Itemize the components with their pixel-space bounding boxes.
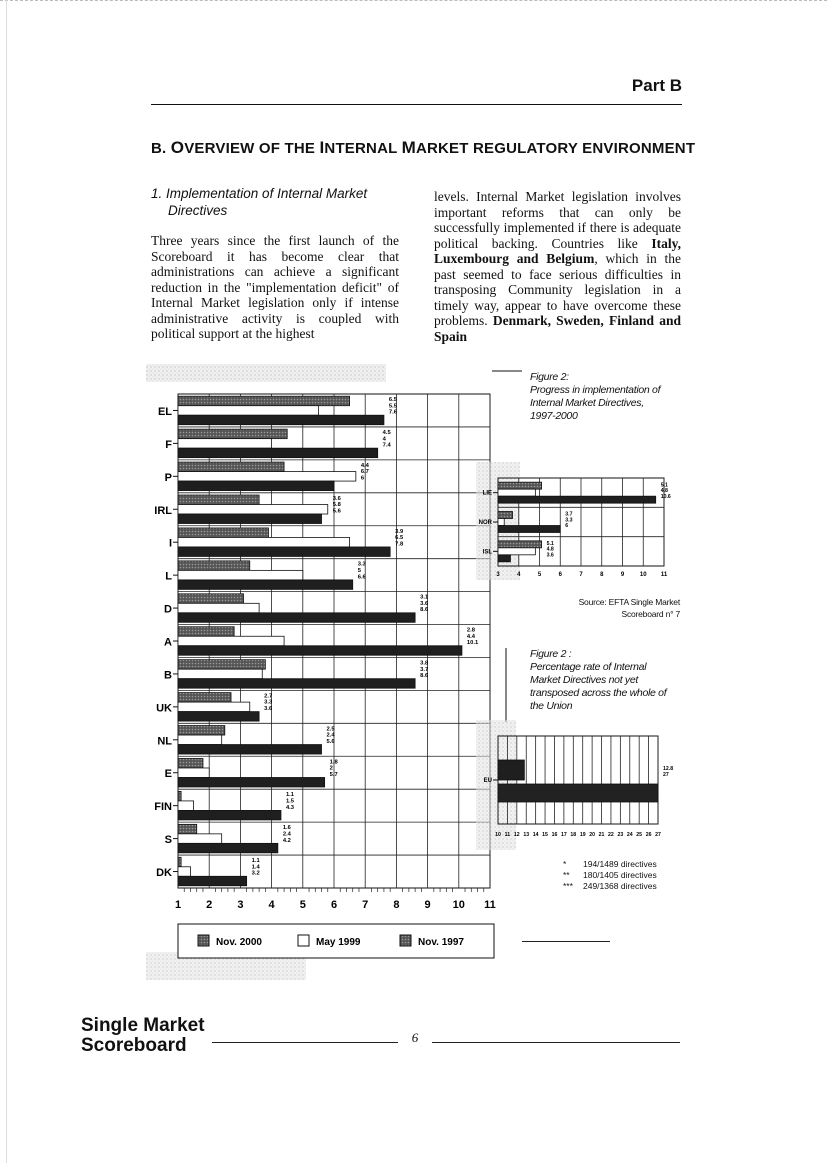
main-value-label: 2 — [329, 765, 333, 772]
main-bar — [178, 580, 353, 590]
main-tick-label: 3 — [237, 899, 244, 911]
main-value-label: 1.8 — [329, 759, 338, 766]
main-chart-bars — [178, 396, 462, 886]
note-text-2: 180/1405 directives — [583, 870, 657, 880]
efta-bar — [498, 526, 560, 533]
main-tick-label: 6 — [330, 899, 338, 911]
main-bar — [178, 613, 415, 623]
caption2-line2: Percentage rate of Internal — [530, 661, 647, 673]
main-category-label: S — [164, 834, 172, 847]
main-value-label: 10.1 — [466, 640, 479, 647]
main-category-label: DK — [156, 867, 172, 880]
main-bar — [178, 646, 462, 656]
note-row-3 — [563, 881, 693, 892]
main-category-label: IRL — [154, 504, 172, 517]
main-value-label: 5 — [357, 567, 361, 574]
main-value-label: 6.5 — [388, 397, 397, 404]
main-bar — [178, 735, 222, 745]
efta-tick-label: 8 — [600, 572, 604, 578]
directive-notes — [563, 859, 693, 892]
main-chart-categories — [154, 406, 178, 879]
main-value-label: 8.6 — [420, 673, 429, 680]
main-value-label: 3.8 — [420, 660, 429, 667]
main-value-label: 1.6 — [282, 825, 291, 832]
caption2-line5: the Union — [530, 700, 573, 712]
efta-value-label: 5.1 — [546, 541, 554, 548]
main-value-label: 6.7 — [360, 469, 369, 476]
efta-bar — [498, 541, 542, 548]
title-cap-3: M — [401, 138, 416, 157]
efta-bar — [498, 519, 504, 526]
main-bar — [178, 660, 265, 670]
legend-swatch-nov1997 — [400, 935, 411, 946]
main-bar — [178, 745, 322, 755]
main-bar — [178, 472, 356, 482]
figure-caption-1 — [530, 371, 690, 423]
main-category-label: E — [164, 768, 172, 781]
legend-box — [178, 924, 494, 958]
main-bar — [178, 627, 234, 637]
efta-tick-label: 11 — [660, 572, 668, 578]
main-value-label: 5.7 — [329, 771, 338, 778]
caption1-line4: 1997-2000 — [530, 410, 578, 422]
footer-line1: Single Market — [81, 1015, 205, 1036]
main-value-label: 1.5 — [285, 798, 295, 805]
main-value-label: 6.5 — [395, 535, 404, 542]
caption2-line1: Figure 2 : — [530, 648, 572, 660]
eu-tick-label: 19 — [579, 832, 586, 838]
efta-value-label: 3.3 — [565, 517, 573, 524]
main-value-label: 4.4 — [466, 633, 475, 640]
efta-bar — [498, 555, 510, 562]
main-category-label: P — [164, 471, 172, 484]
main-value-label: 1.4 — [251, 864, 260, 871]
note-row-2 — [563, 870, 693, 881]
main-value-label: 1.1 — [251, 858, 260, 865]
main-bar — [178, 528, 268, 538]
footer-line2: Scoreboard — [81, 1035, 187, 1056]
figure-source — [540, 596, 680, 620]
eu-bar — [498, 784, 658, 802]
main-bar — [178, 636, 284, 646]
main-value-label: 4.4 — [360, 462, 369, 469]
main-value-label: 2.4 — [326, 732, 335, 739]
title-cap-2: I — [319, 138, 325, 157]
efta-value-label: 5.1 — [660, 482, 668, 489]
page-number: 6 — [411, 1030, 419, 1045]
eu-tick-label: 26 — [645, 832, 652, 838]
efta-chart-bars — [498, 482, 656, 562]
main-category-label: FIN — [154, 801, 172, 814]
efta-category-label: ISL — [482, 549, 492, 556]
eu-tick-label: 13 — [523, 832, 530, 838]
subheading-line2: Directives — [168, 203, 228, 218]
efta-tick-label: 5 — [537, 572, 542, 578]
caption2-line3: Market Directives not yet — [530, 674, 639, 686]
main-value-label: 7.4 — [382, 442, 391, 449]
main-bar — [178, 768, 209, 778]
efta-tick-label: 10 — [639, 572, 647, 578]
main-bar — [178, 834, 222, 844]
header-rule — [151, 104, 682, 105]
main-tick-label: 10 — [452, 899, 465, 911]
main-bar — [178, 415, 384, 425]
main-value-label: 8.6 — [420, 607, 429, 614]
main-bar — [178, 495, 259, 505]
main-bar — [178, 777, 325, 787]
legend-label-nov2000: Nov. 2000 — [216, 937, 262, 948]
col2-text-2: , which in the past seemed to face serious difficulties in transposing Community legislation in a timely way, appear to have overcome these problems. — [434, 251, 681, 328]
col2-bold-2: Denmark, Sweden, Finland and Spain — [434, 313, 681, 344]
efta-chart-value-labels — [547, 482, 671, 558]
main-bar — [178, 712, 259, 722]
legend-label-may1999: May 1999 — [316, 937, 361, 948]
main-value-label: 4.5 — [382, 429, 391, 436]
main-bar — [178, 867, 190, 877]
main-bar — [178, 505, 328, 515]
main-bar — [178, 547, 390, 557]
main-bar — [178, 843, 278, 853]
main-category-label: D — [164, 603, 172, 616]
efta-category-label: LIE — [482, 490, 492, 497]
eu-value-label: 27 — [663, 771, 669, 778]
efta-value-label: 10.6 — [660, 493, 671, 500]
main-tick-label: 5 — [299, 899, 306, 911]
main-category-label: L — [165, 570, 172, 583]
eu-tick-label: 15 — [542, 832, 548, 838]
main-value-label: 6 — [360, 475, 365, 482]
main-value-label: 3.1 — [420, 594, 429, 601]
eu-category-label: EU — [483, 778, 492, 784]
efta-chart-x-ticks — [496, 572, 668, 578]
main-value-label: 2.7 — [264, 693, 273, 700]
efta-bar — [498, 482, 542, 489]
title-rest-1: VERVIEW OF THE — [184, 140, 320, 157]
efta-tick-label: 3 — [496, 572, 500, 578]
scan-edge-top — [0, 0, 827, 1]
main-bar — [178, 702, 250, 712]
efta-bar — [498, 548, 535, 555]
efta-value-label: 3.6 — [546, 552, 554, 559]
main-bar — [178, 669, 262, 679]
efta-tick-label: 7 — [579, 572, 583, 578]
title-rest-2: NTERNAL — [324, 140, 402, 157]
caption1-line1: Figure 2: — [530, 371, 569, 383]
eu-tick-label: 18 — [570, 832, 577, 838]
legend-swatch-may1999 — [298, 935, 309, 946]
footer-rule-left — [212, 1042, 398, 1043]
efta-bar — [498, 489, 535, 496]
main-value-label: 4.3 — [285, 804, 295, 811]
main-bar — [178, 570, 303, 580]
main-bar — [178, 462, 284, 472]
main-tick-label: 9 — [424, 899, 431, 911]
main-value-label: 2.8 — [466, 627, 475, 634]
col2-bold-1: Italy, Luxembourg and Belgium — [434, 235, 681, 266]
eu-chart-x-ticks — [495, 832, 661, 838]
main-bar — [178, 824, 197, 834]
main-value-label: 4 — [382, 436, 386, 443]
main-bar — [178, 791, 181, 801]
main-value-label: 4.2 — [282, 837, 291, 844]
main-tick-label: 11 — [484, 899, 496, 911]
title-rest-3: ARKET REGULATORY ENVIRONMENT — [415, 140, 696, 157]
main-value-label: 3.6 — [420, 600, 429, 607]
main-bar — [178, 406, 318, 416]
eu-tick-label: 12 — [513, 832, 520, 838]
main-value-label: 3.6 — [332, 495, 341, 502]
col2-text-1: levels. Internal Market legislation involves important reforms that can only be successfully implemented if there is adequate political backing. Countries like — [434, 189, 681, 251]
main-bar — [178, 726, 225, 736]
footer-brand — [81, 1016, 205, 1056]
subheading-line1: 1. Implementation of Internal Market — [151, 186, 368, 201]
efta-category-label: NOR — [478, 520, 492, 526]
main-bar — [178, 810, 281, 820]
main-value-label: 7.8 — [395, 541, 404, 548]
eu-tick-label: 11 — [504, 832, 511, 838]
efta-value-label: 4.8 — [660, 488, 668, 495]
note-marker-1: * — [563, 859, 567, 869]
scan-edge-left — [6, 0, 7, 1163]
efta-tick-label: 4 — [517, 572, 521, 578]
main-tick-label: 2 — [206, 899, 213, 911]
main-value-label: 3.7 — [420, 666, 429, 673]
main-bar — [178, 537, 350, 547]
main-value-label: 5.5 — [388, 403, 397, 410]
main-value-label: 3.6 — [264, 706, 273, 713]
main-category-label: NL — [157, 735, 172, 748]
efta-bar — [498, 512, 513, 519]
legend-label-nov1997: Nov. 1997 — [418, 937, 464, 948]
main-value-label: 3.3 — [357, 561, 366, 568]
source-line2: Scoreboard n° 7 — [621, 609, 680, 619]
efta-tick-label: 9 — [620, 572, 625, 578]
main-bar — [178, 758, 203, 768]
main-value-label: 1.1 — [285, 792, 295, 799]
main-value-label: 3.3 — [264, 699, 273, 706]
main-bar — [178, 514, 322, 524]
caption1-line3: Internal Market Directives, — [530, 397, 644, 409]
main-value-label: 3.9 — [395, 528, 404, 535]
part-label: Part B — [631, 76, 682, 95]
main-value-label: 6.6 — [357, 574, 366, 581]
main-bar — [178, 396, 350, 406]
main-category-label: F — [165, 438, 172, 451]
body-column-right — [434, 189, 681, 344]
main-bar — [178, 876, 247, 886]
subheading — [151, 185, 401, 219]
efta-value-label: 3.7 — [565, 511, 573, 518]
main-bar — [178, 801, 194, 811]
main-tick-label: 4 — [268, 899, 275, 911]
main-category-label: B — [164, 669, 172, 682]
eu-tick-label: 21 — [598, 832, 605, 838]
main-category-label: EL — [157, 405, 172, 418]
eu-chart-value-labels — [663, 766, 673, 778]
legend-swatch-nov2000 — [198, 935, 209, 946]
eu-chart-bars — [498, 760, 658, 802]
caption1-line2: Progress in implementation of — [530, 384, 661, 396]
main-value-label: 2.4 — [282, 831, 291, 838]
eu-tick-label: 17 — [560, 832, 567, 838]
main-category-label: I — [168, 537, 172, 550]
main-bar — [178, 481, 334, 491]
eu-bar — [498, 760, 524, 780]
eu-tick-label: 10 — [495, 832, 501, 838]
main-category-label: A — [164, 636, 172, 649]
efta-bar — [498, 496, 656, 503]
caption-rule — [522, 941, 610, 942]
efta-value-label: 4.8 — [546, 546, 554, 553]
note-marker-2: ** — [563, 870, 570, 880]
main-bar — [178, 439, 272, 449]
efta-value-label: 6 — [565, 523, 569, 530]
main-tick-label: 7 — [362, 899, 369, 911]
body-paragraph-right — [434, 189, 681, 344]
main-bar — [178, 561, 250, 571]
main-chart-x-ticks — [175, 899, 496, 911]
main-value-label: 5.6 — [332, 508, 341, 515]
main-bar — [178, 857, 181, 867]
main-value-label: 5.6 — [326, 738, 335, 745]
main-bar — [178, 448, 378, 458]
eu-value-label: 12.8 — [663, 766, 674, 773]
main-tick-label: 8 — [393, 899, 400, 911]
main-bar — [178, 603, 259, 613]
section-title — [151, 138, 695, 158]
scan-texture-top — [146, 364, 386, 382]
source-line1: Source: EFTA Single Market — [578, 597, 680, 607]
main-bar — [178, 693, 231, 703]
eu-tick-label: 14 — [532, 832, 539, 838]
note-row-1 — [563, 859, 693, 870]
eu-tick-label: 22 — [608, 832, 614, 838]
eu-tick-label: 16 — [551, 832, 558, 838]
eu-tick-label: 25 — [636, 832, 643, 838]
main-bar — [178, 429, 287, 439]
section-prefix: B. — [151, 140, 167, 157]
title-cap-1: O — [170, 138, 185, 157]
body-column-left — [151, 233, 399, 342]
main-tick-label: 1 — [174, 899, 182, 911]
eu-tick-label: 27 — [655, 832, 661, 838]
main-value-label: 3.2 — [251, 870, 260, 877]
main-value-label: 2.5 — [326, 726, 335, 733]
eu-tick-label: 24 — [626, 832, 633, 838]
main-value-label: 7.6 — [388, 409, 397, 416]
eu-tick-label: 20 — [589, 832, 596, 838]
main-bar — [178, 594, 244, 604]
main-value-label: 5.8 — [332, 502, 341, 509]
efta-tick-label: 6 — [558, 572, 562, 578]
body-paragraph-left: Three years since the first launch of the Scoreboard it has become clear that administrations can achieve a significant reduction in the "implementation deficit" of Internal Market legislation only if intense administrative activity is coupled with political support at the highest — [151, 233, 399, 341]
note-text-1: 194/1489 directives — [583, 859, 657, 869]
caption2-line4: transposed across the whole of — [530, 687, 667, 699]
note-text-3: 249/1368 directives — [583, 881, 657, 891]
main-bar — [178, 679, 415, 689]
main-category-label: UK — [156, 702, 172, 715]
eu-tick-label: 23 — [617, 832, 624, 838]
footer-rule-right — [432, 1042, 680, 1043]
note-marker-3: *** — [563, 881, 573, 891]
figure-caption-2 — [530, 648, 690, 713]
